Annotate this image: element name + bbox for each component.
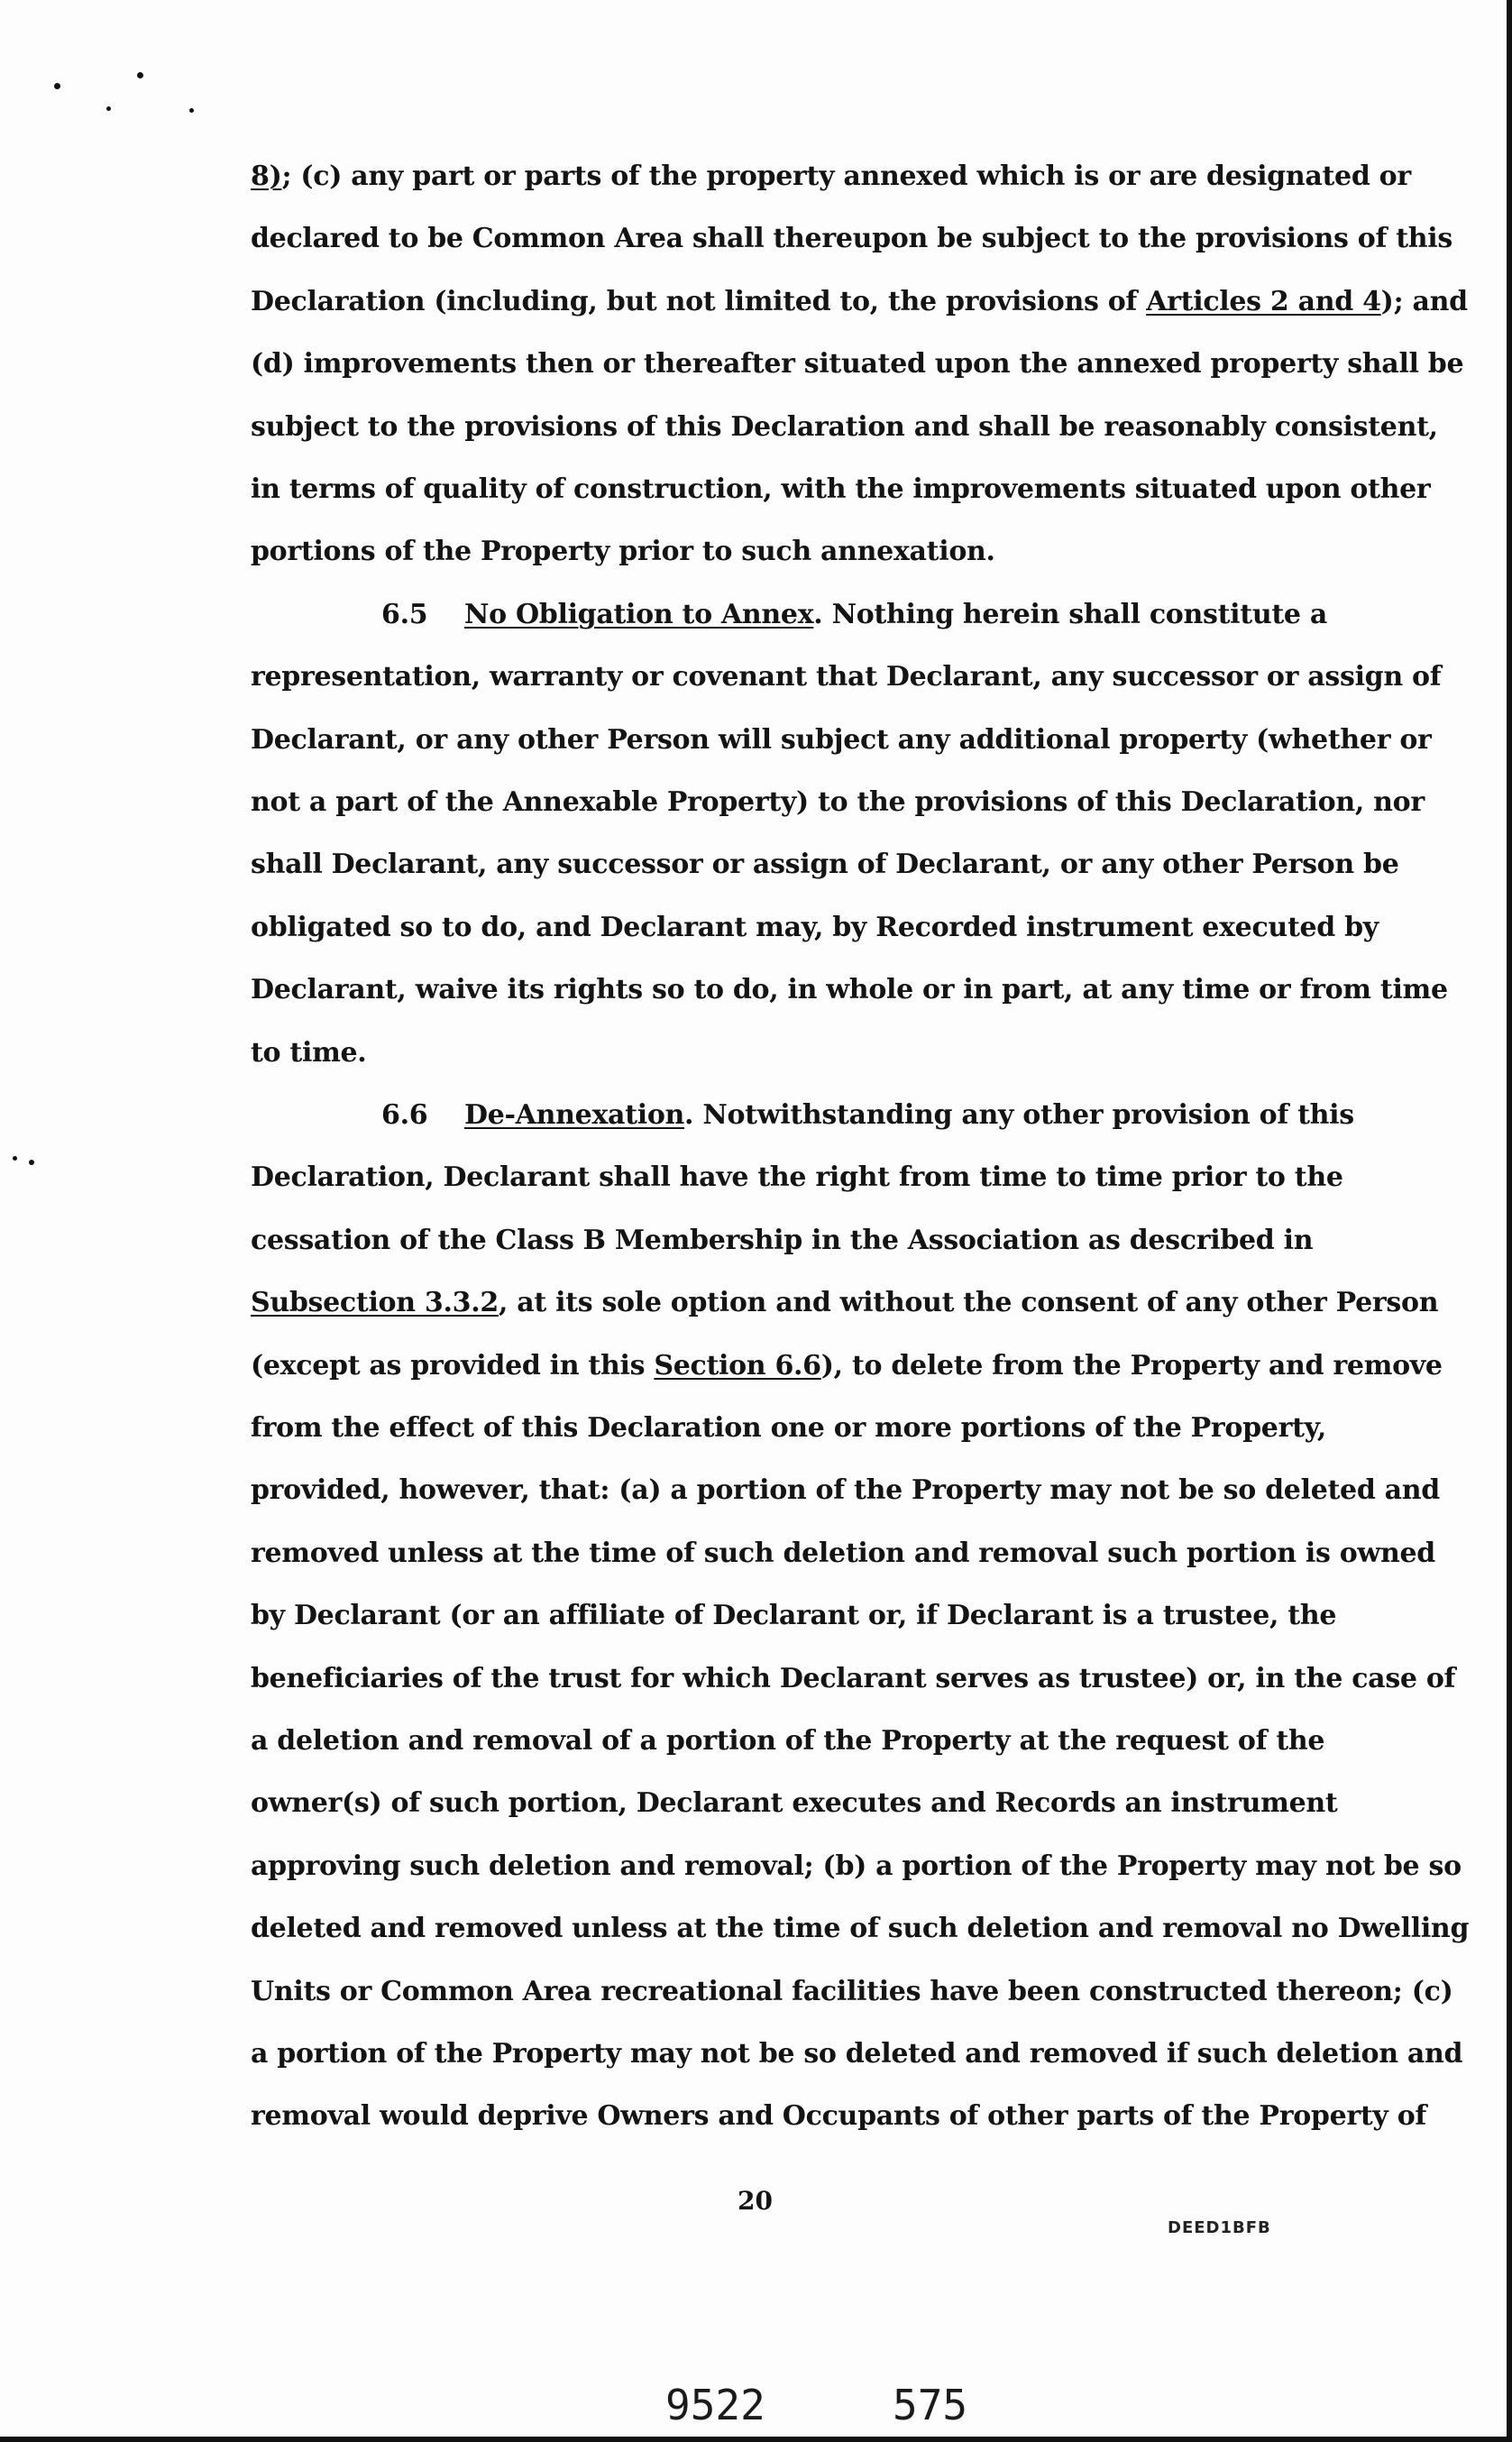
text-run: from the effect of this Declaration one or more portions of the Property, — [251, 1412, 1327, 1444]
text-line — [251, 286, 1468, 318]
text-line — [251, 2038, 1462, 2070]
text-line — [251, 1412, 1326, 1445]
text-line — [251, 786, 1425, 819]
text-line — [251, 1913, 1469, 1945]
scan-speck — [137, 72, 143, 78]
text-run: a portion of the Property may not be so deleted and removed if such deletion and — [251, 2038, 1463, 2070]
text-line — [251, 2100, 1426, 2133]
scan-speck — [13, 1156, 17, 1161]
text-line — [251, 348, 1463, 381]
text-run: in terms of quality of construction, with the improvements situated upon other — [251, 473, 1431, 505]
text-run: subject to the provisions of this Declaration and shall be reasonably consistent, — [251, 410, 1438, 443]
text-line — [251, 1787, 1337, 1820]
text-run: ); and — [1380, 285, 1468, 317]
text-line — [251, 1850, 1462, 1883]
text-line — [251, 473, 1430, 506]
text-line — [251, 223, 1452, 255]
text-line — [251, 536, 995, 568]
text-line — [251, 1538, 1435, 1570]
text-line — [251, 974, 1448, 1006]
page-number: 20 — [738, 2186, 773, 2216]
cross-reference: Section 6.6 — [654, 1349, 821, 1382]
section-heading: No Obligation to Annex — [464, 598, 814, 630]
text-run: by Declarant (or an affiliate of Declarant or, if Declarant is a trustee, the — [251, 1600, 1337, 1632]
text-run: removed unless at the time of such deletion and removal such portion is owned — [251, 1537, 1435, 1569]
text-run: not a part of the Annexable Property) to the provisions of this Declaration, nor — [251, 786, 1425, 818]
text-line — [251, 1350, 1443, 1382]
text-run: (except as provided in this — [251, 1349, 655, 1382]
text-run: Units or Common Area recreational facilities have been constructed thereon; (c) — [251, 1975, 1453, 2007]
recording-page-number: 575 — [893, 2381, 968, 2429]
text-run: approving such deletion and removal; (b) a portion of the Property may not be so — [251, 1850, 1462, 1882]
section-heading: De-Annexation — [464, 1099, 685, 1131]
text-run: Declaration, Declarant shall have the right from time to time prior to the — [251, 1161, 1343, 1194]
text-line — [251, 1287, 1438, 1319]
text-run: (d) improvements then or thereafter situated upon the annexed property shall be — [251, 348, 1464, 381]
text-line — [251, 1161, 1343, 1194]
text-line — [251, 161, 1411, 193]
text-line — [251, 1037, 366, 1070]
text-run: obligated so to do, and Declarant may, by Recorded instrument executed by — [251, 911, 1379, 943]
text-run: Declarant, or any other Person will subject any additional property (whether or — [251, 723, 1432, 756]
text-line — [251, 724, 1432, 757]
text-run: to time. — [251, 1036, 367, 1069]
text-line — [251, 1600, 1336, 1632]
text-line — [251, 661, 1441, 693]
text-line — [251, 1725, 1324, 1758]
text-run: . Notwithstanding any other provision of this — [684, 1099, 1354, 1131]
text-line — [251, 1663, 1455, 1695]
document-code: DEED1BFB — [1168, 2218, 1271, 2237]
text-line — [251, 1225, 1313, 1257]
text-run: ), to delete from the Property and remove — [820, 1349, 1443, 1382]
text-line — [251, 1474, 1440, 1507]
text-run: removal would deprive Owners and Occupants of other parts of the Property of — [251, 2100, 1427, 2133]
text-run: Declarant, waive its rights so to do, in whole or in part, at any time or from time — [251, 974, 1448, 1006]
text-run: provided, however, that: (a) a portion of the Property may not be so deleted and — [251, 1474, 1440, 1507]
text-run: , at its sole option and without the consent of any other Person — [498, 1287, 1439, 1319]
scan-speck — [29, 1160, 34, 1165]
scan-speck — [54, 83, 60, 89]
text-run: beneficiaries of the trust for which Declarant serves as trustee) or, in the case of — [251, 1662, 1456, 1694]
text-run: owner(s) of such portion, Declarant executes and Records an instrument — [251, 1787, 1338, 1820]
text-run: portions of the Property prior to such annexation. — [251, 536, 995, 568]
text-run: . Nothing herein shall constitute a — [813, 598, 1327, 630]
text-run: shall Declarant, any successor or assign of Declarant, or any other Person be — [251, 849, 1399, 881]
text-run: declared to be Common Area shall thereupon be subject to the provisions of this — [251, 223, 1452, 255]
text-run: cessation of the Class B Membership in the Association as described in — [251, 1224, 1314, 1256]
section-number: 6.5 — [381, 598, 428, 630]
section-number: 6.6 — [381, 1099, 428, 1131]
text-run: a deletion and removal of a portion of the Property at the request of the — [251, 1725, 1325, 1757]
text-run: ; (c) any part or parts of the property annexed which is or are designated or — [281, 161, 1411, 192]
scan-speck — [189, 108, 194, 113]
cross-reference: Articles 2 and 4 — [1146, 285, 1381, 317]
scan-speck — [106, 106, 111, 111]
text-line — [251, 849, 1399, 881]
text-line — [251, 411, 1438, 444]
text-run: Declaration (including, but not limited to, the provisions of — [251, 285, 1147, 317]
cross-reference: 8) — [251, 161, 282, 192]
text-line — [381, 1099, 1354, 1132]
recording-book-number: 9522 — [665, 2381, 765, 2429]
cross-reference: Subsection 3.3.2 — [251, 1287, 499, 1319]
text-line — [381, 599, 1327, 631]
text-run: representation, warranty or covenant that Declarant, any successor or assign of — [251, 661, 1442, 693]
text-line — [251, 1976, 1452, 2008]
text-line — [251, 912, 1379, 944]
text-run: deleted and removed unless at the time of such deletion and removal no Dwelling — [251, 1913, 1470, 1945]
